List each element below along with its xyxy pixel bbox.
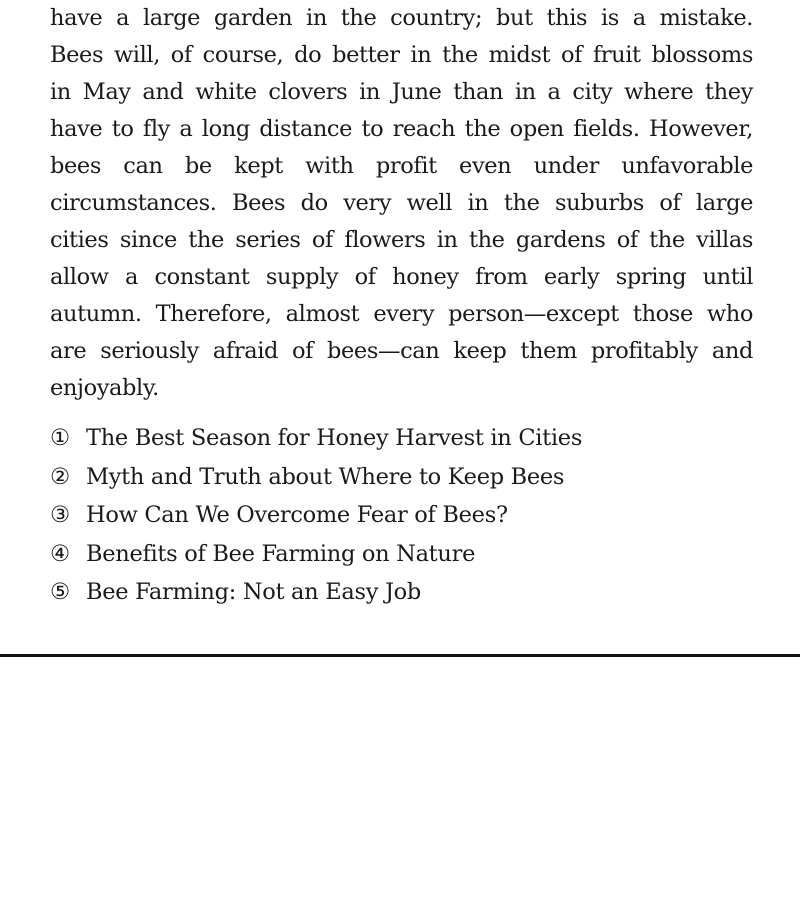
answer-options <box>50 419 753 612</box>
passage-line: circumstances. Bees do very well in the suburbs of large <box>50 190 753 216</box>
option-number: ② <box>50 463 70 490</box>
option-number: ③ <box>50 502 70 528</box>
option-text: How Can We Overcome Fear of Bees? <box>86 502 508 528</box>
answer-option-2[interactable] <box>50 458 753 497</box>
answer-option-1[interactable] <box>50 419 753 458</box>
passage-line: Bees will, of course, do better in the midst of fruit blossoms <box>50 42 753 68</box>
section-divider <box>0 654 800 657</box>
option-text: Bee Farming: Not an Easy Job <box>86 579 422 605</box>
passage-line: cities since the series of flowers in the gardens of the villas <box>50 227 753 253</box>
passage-line: have a large garden in the country; but this is a mistake. <box>50 5 753 31</box>
passage <box>50 0 753 407</box>
passage-line: autumn. Therefore, almost every person—except those who <box>50 301 753 327</box>
passage-line: have to fly a long distance to reach the open fields. However, <box>50 116 753 142</box>
passage-line: in May and white clovers in June than in a city where they <box>50 79 753 105</box>
passage-line: allow a constant supply of honey from early spring until <box>50 264 753 290</box>
passage-line: are seriously afraid of bees—can keep them profitably and <box>50 338 753 364</box>
passage-line: enjoyably. <box>50 375 159 401</box>
answer-option-3[interactable] <box>50 496 753 535</box>
option-text: The Best Season for Honey Harvest in Cities <box>86 425 583 451</box>
option-text: Myth and Truth about Where to Keep Bees <box>86 463 565 490</box>
answer-option-5[interactable] <box>50 573 753 612</box>
option-number: ① <box>50 425 70 451</box>
option-number: ⑤ <box>50 579 70 605</box>
option-number: ④ <box>50 540 70 567</box>
answer-option-4[interactable] <box>50 535 753 574</box>
option-text: Benefits of Bee Farming on Nature <box>86 540 476 567</box>
passage-line: bees can be kept with profit even under unfavorable <box>50 153 753 179</box>
